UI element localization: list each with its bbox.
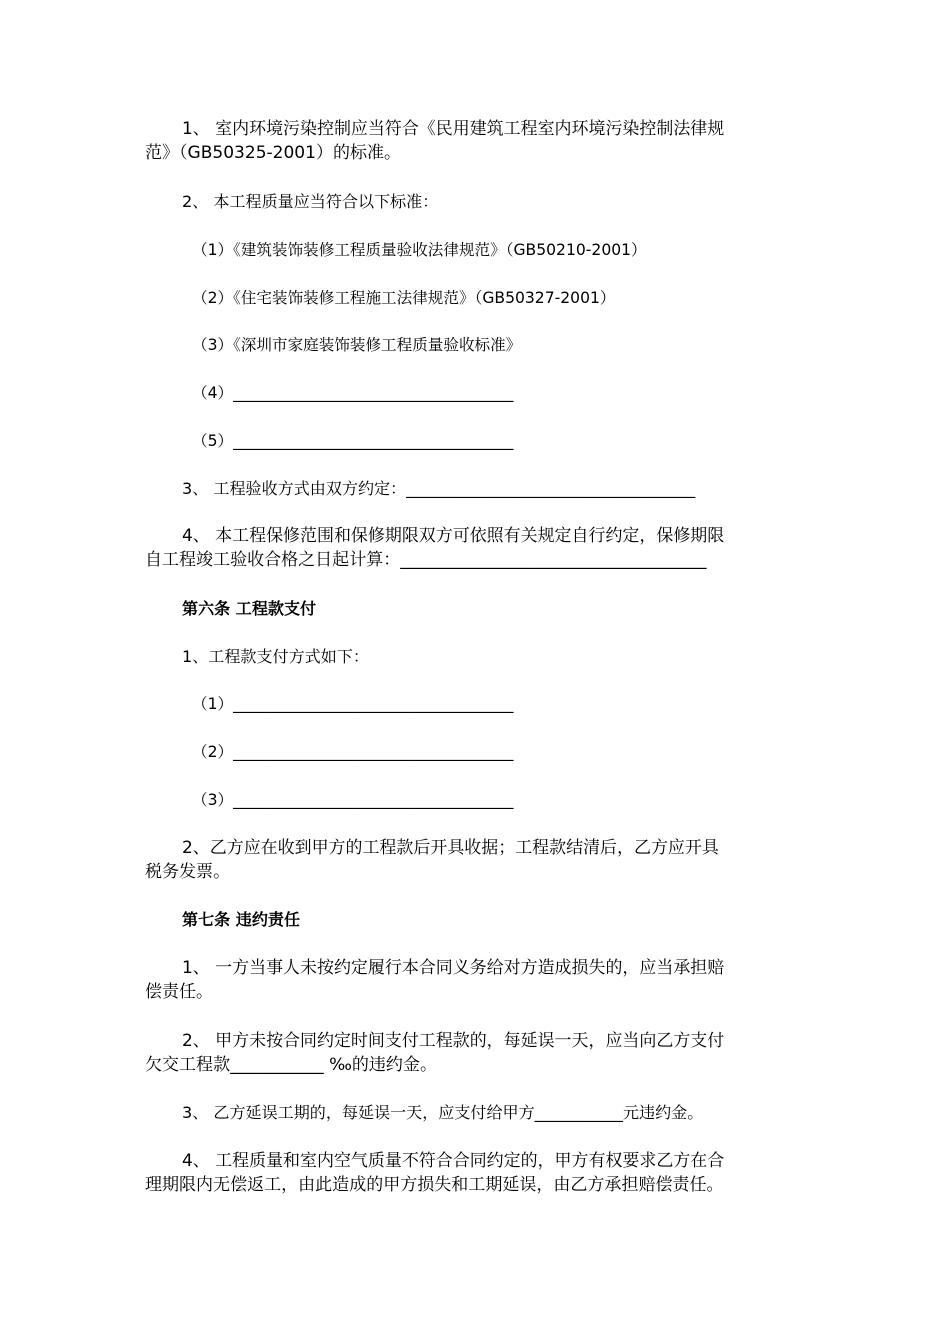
payment-item-2-blank: （2）____________________________________ (192, 743, 514, 761)
standard-item-3: （3）《深圳市家庭装饰装修工程质量验收标准》 (192, 336, 522, 354)
paragraph-breach-compensation: 1、 一方当事人未按约定履行本合同义务给对方造成损失的，应当承担赔 偿责任。 (145, 958, 725, 1002)
paragraph-delay-penalty: 3、 乙方延误工期的，每延误一天，应支付给甲方___________元违约金。 (182, 1103, 704, 1122)
paragraph-acceptance-method: 3、 工程验收方式由双方约定：____________________________________ (182, 479, 696, 498)
paragraph-quality-rework: 4、 工程质量和室内空气质量不符合合同约定的，甲方有权要求乙方在合 理期限内无偿返工，由此造成的甲方损失和工期延误，由乙方承担赔偿责任。 (145, 1151, 725, 1195)
section-title-article-6: 第六条 工程款支付 (182, 599, 317, 618)
payment-item-3-blank: （3）____________________________________ (192, 791, 514, 809)
standard-item-4-blank: （4）____________________________________ (192, 384, 514, 402)
paragraph-warranty: 4、 本工程保修范围和保修期限双方可依照有关规定自行约定，保修期限 自工程竣工验收合格之日起计算：____________________________________ (145, 526, 725, 570)
payment-item-1-blank: （1）____________________________________ (192, 695, 514, 713)
paragraph-quality-standards: 2、 本工程质量应当符合以下标准： (182, 192, 439, 211)
standard-item-5-blank: （5）____________________________________ (192, 432, 514, 450)
paragraph-late-payment: 2、 甲方未按合同约定时间支付工程款的，每延误一天，应当向乙方支付 欠交工程款___________ ‰的违约金。 (145, 1031, 725, 1075)
paragraph-receipt: 2、乙方应在收到甲方的工程款后开具收据；工程款结清后，乙方应开具 税务发票。 (145, 838, 719, 882)
standard-item-2: （2）《住宅装饰装修工程施工法律规范》（GB50327-2001） (192, 289, 616, 307)
section-title-article-7: 第七条 违约责任 (182, 910, 301, 929)
standard-item-1: （1）《建筑装饰装修工程质量验收法律规范》（GB50210-2001） (192, 241, 647, 259)
paragraph-indoor-pollution: 1、 室内环境污染控制应当符合《民用建筑工程室内环境污染控制法律规 范》（GB50325-2001）的标准。 (145, 119, 725, 163)
paragraph-payment-method: 1、工程款支付方式如下： (182, 647, 369, 666)
